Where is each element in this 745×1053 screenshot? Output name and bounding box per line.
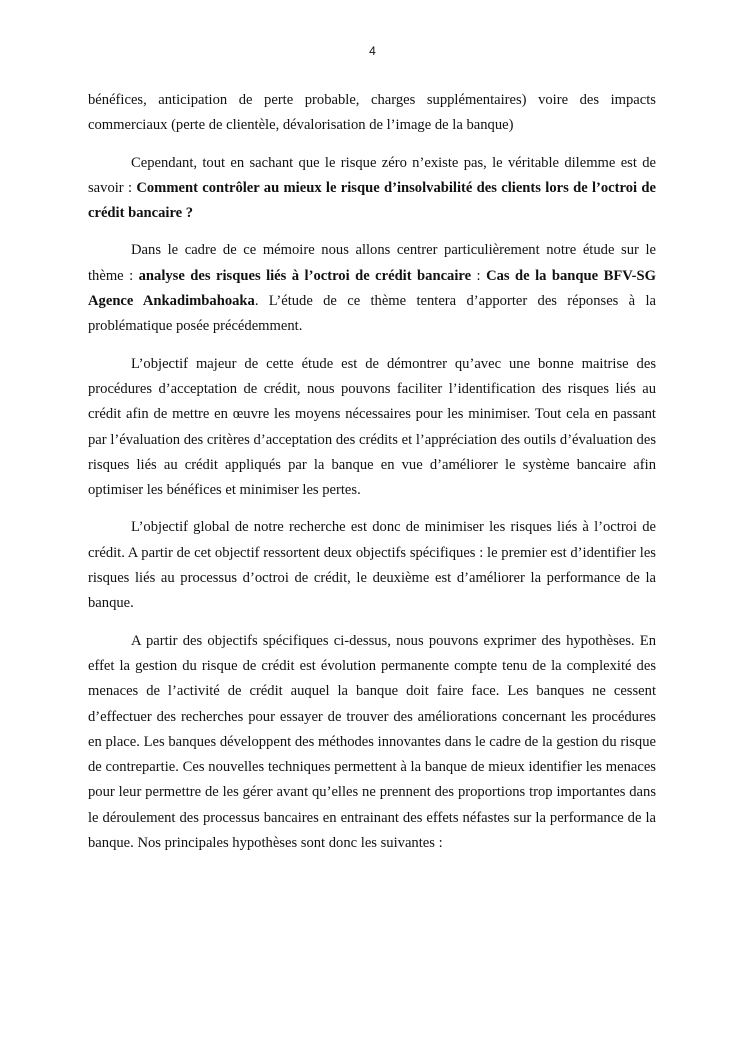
paragraph-impacts: bénéfices, anticipation de perte probable, charges supplémentaires) voire des impacts commerciaux (perte de clientèle, dévalorisation de l’image de la banque) bbox=[88, 92, 656, 134]
paragraph-main-objective: L’objectif majeur de cette étude est de démontrer qu’avec une bonne maitrise des procédures d’acceptation de crédit, nous pouvons faciliter l’identification des risques liés au crédit afin de mettre en œuvre les moyens nécessaires pour les minimiser. Tout cela en passant par l’évaluation des critères d’acceptation des crédits et l’appréciation des outils d’évaluation des risques liés au crédit appliqués par la banque en vue d’améliorer le système bancaire afin optimiser les bénéfices et minimiser les pertes. bbox=[88, 355, 656, 499]
paragraph-theme bbox=[88, 238, 656, 339]
document-body bbox=[88, 88, 656, 868]
theme-separator: : bbox=[471, 267, 487, 284]
theme-title: analyse des risques liés à l’octroi de crédit bancaire bbox=[138, 267, 472, 284]
paragraph-hypotheses: A partir des objectifs spécifiques ci-dessus, nous pouvons exprimer des hypothèses. En effet la gestion du risque de crédit est évolution permanente compte tenu de la complexité des menaces de l’activité de crédit auquel la banque doit faire face. Les banques ne cessent d’effectuer des recherches pour essayer de trouver des améliorations concernant les procédures en place. Les banques développent des méthodes innovantes dans le cadre de la gestion du risque de contrepartie. Ces nouvelles techniques permettent à la banque de mieux identifier les menaces pour leur permettre de les gérer avant qu’elles ne prennent des proportions trop importantes dans le déroulement des processus bancaires en entrainant des effets néfastes sur la performance de la banque. Nos principales hypothèses sont donc les suivantes : bbox=[88, 632, 656, 852]
case-study-title: Cas de la banque BFV-SG Agence Ankadimbahoaka bbox=[88, 267, 657, 310]
paragraph-global-objective: L’objectif global de notre recherche est donc de minimiser les risques liés à l’octroi de crédit. A partir de cet objectif ressortent deux objectifs spécifiques : le premier est d’identifier les risques liés au processus d’octroi de crédit, le deuxième est d’améliorer la performance de la banque. bbox=[88, 519, 656, 612]
theme-closing-text: . L’étude de ce thème tentera d’apporter des réponses à la problématique posée précédemment. bbox=[88, 293, 656, 335]
dilemma-intro-text: Cependant, tout en sachant que le risque zéro n’existe pas, le véritable dilemme est de savoir : bbox=[88, 154, 656, 196]
page-number: 4 bbox=[369, 44, 376, 58]
research-question: Comment contrôler au mieux le risque d’insolvabilité des clients lors de l’octroi de crédit bancaire ? bbox=[88, 179, 656, 222]
paragraph-dilemma bbox=[88, 151, 656, 227]
theme-intro-text: Dans le cadre de ce mémoire nous allons centrer particulièrement notre étude sur le thème : bbox=[88, 242, 656, 284]
